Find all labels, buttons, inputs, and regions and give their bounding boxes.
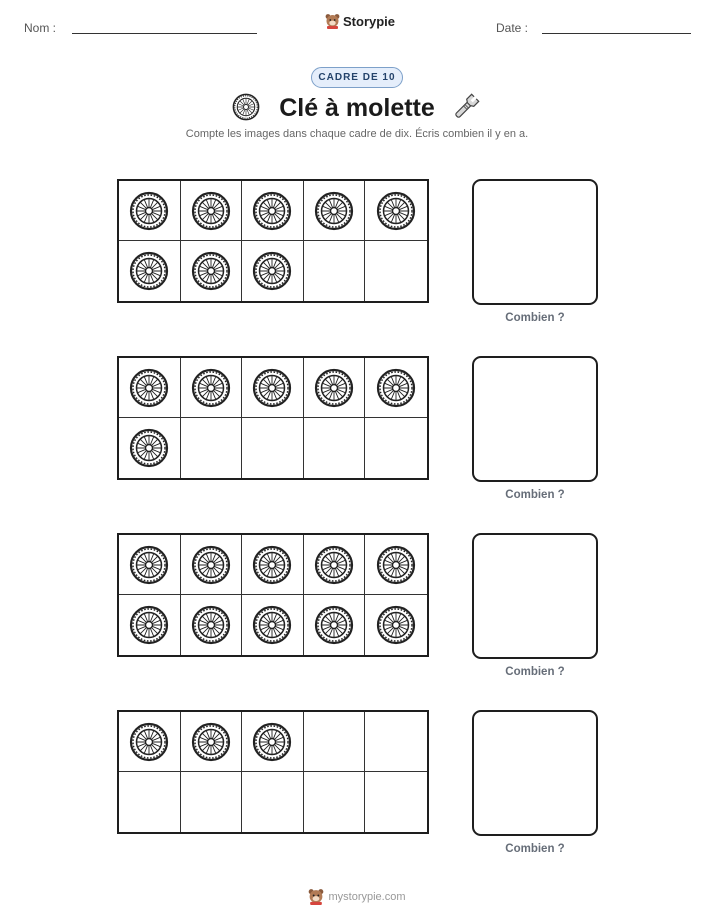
ten-frame-cell: [181, 772, 243, 832]
wheel-icon: [252, 722, 292, 762]
footer-url: mystorypie.com: [328, 890, 406, 903]
answer-box[interactable]: [472, 356, 598, 482]
ten-frame-cell: [304, 595, 366, 655]
ten-frame-cell: [242, 181, 304, 241]
ten-frame-cell: [304, 772, 366, 832]
wheel-icon: [129, 722, 169, 762]
answer-box[interactable]: [472, 533, 598, 659]
wheel-icon: [252, 191, 292, 231]
ten-frame-cell: [181, 535, 243, 595]
ten-frame-cell: [242, 418, 304, 478]
date-label: Date :: [496, 21, 529, 35]
brand-logo: [325, 13, 395, 29]
wheel-icon: [129, 191, 169, 231]
wheel-icon: [376, 605, 416, 645]
ten-frame-cell: [304, 358, 366, 418]
ten-frame-cell: [304, 418, 366, 478]
ten-frame-cell: [242, 595, 304, 655]
ten-frame-cell: [242, 241, 304, 301]
answer-box[interactable]: [472, 710, 598, 836]
footer: [0, 888, 714, 905]
answer-label: Combien ?: [505, 666, 565, 678]
ten-frame-cell: [181, 595, 243, 655]
wheel-icon: [129, 605, 169, 645]
ten-frame-cell: [242, 772, 304, 832]
wheel-icon: [376, 545, 416, 585]
wheel-icon: [314, 545, 354, 585]
bear-mascot-icon: [308, 888, 324, 905]
wheel-icon: [252, 251, 292, 291]
wheel-icon: [252, 368, 292, 408]
answer-label: Combien ?: [505, 312, 565, 324]
ten-frame: [117, 356, 429, 480]
ten-frame-cell: [365, 181, 427, 241]
ten-frame-cell: [119, 712, 181, 772]
wrench-icon: [451, 92, 481, 122]
ten-frame-cell: [365, 358, 427, 418]
wheel-icon: [376, 191, 416, 231]
wheel-icon: [191, 545, 231, 585]
ten-frame-cell: [181, 358, 243, 418]
name-field-line[interactable]: [72, 33, 257, 34]
worksheet-type-badge: CADRE DE 10: [311, 67, 403, 88]
wheel-icon: [129, 251, 169, 291]
ten-frame-cell: [365, 595, 427, 655]
wheel-icon: [129, 545, 169, 585]
ten-frame-cell: [119, 595, 181, 655]
ten-frame: [117, 179, 429, 303]
ten-frame-cell: [304, 712, 366, 772]
ten-frame-cell: [181, 418, 243, 478]
ten-frame-cell: [181, 241, 243, 301]
ten-frame: [117, 710, 429, 834]
answer-label: Combien ?: [505, 489, 565, 501]
ten-frame-cell: [365, 418, 427, 478]
ten-frame-cell: [119, 358, 181, 418]
wheel-icon: [376, 368, 416, 408]
wheel-icon: [314, 368, 354, 408]
ten-frame-cell: [119, 181, 181, 241]
wheel-icon: [314, 191, 354, 231]
wheel-icon: [252, 605, 292, 645]
ten-frame-cell: [365, 535, 427, 595]
wheel-icon: [191, 368, 231, 408]
date-field-line[interactable]: [542, 33, 691, 34]
wheel-icon: [191, 251, 231, 291]
ten-frame-cell: [304, 181, 366, 241]
ten-frame-cell: [242, 535, 304, 595]
wheel-icon: [129, 368, 169, 408]
answer-label: Combien ?: [505, 843, 565, 855]
ten-frame-cell: [365, 241, 427, 301]
ten-frame-cell: [181, 181, 243, 241]
title-wrench-icon: [451, 92, 481, 127]
ten-frame-cell: [304, 241, 366, 301]
ten-frame-cell: [242, 358, 304, 418]
page-title: Clé à molette: [279, 94, 435, 122]
answer-box[interactable]: [472, 179, 598, 305]
instructions: Compte les images dans chaque cadre de dix. Écris combien il y en a.: [185, 128, 529, 140]
wheel-icon: [191, 605, 231, 645]
ten-frame-cell: [119, 418, 181, 478]
brand-name: Storypie: [343, 13, 396, 29]
ten-frame-cell: [365, 712, 427, 772]
ten-frame-cell: [242, 712, 304, 772]
ten-frame-cell: [119, 535, 181, 595]
ten-frame-cell: [304, 535, 366, 595]
ten-frame-cell: [119, 241, 181, 301]
bear-mascot-icon: [325, 13, 340, 29]
wheel-icon: [191, 722, 231, 762]
ten-frame-cell: [365, 772, 427, 832]
ten-frame-cell: [181, 712, 243, 772]
wheel-icon: [252, 545, 292, 585]
ten-frame: [117, 533, 429, 657]
name-label: Nom :: [24, 21, 57, 35]
ten-frame-cell: [119, 772, 181, 832]
wheel-icon: [314, 605, 354, 645]
wheel-icon: [129, 428, 169, 468]
wheel-icon: [191, 191, 231, 231]
